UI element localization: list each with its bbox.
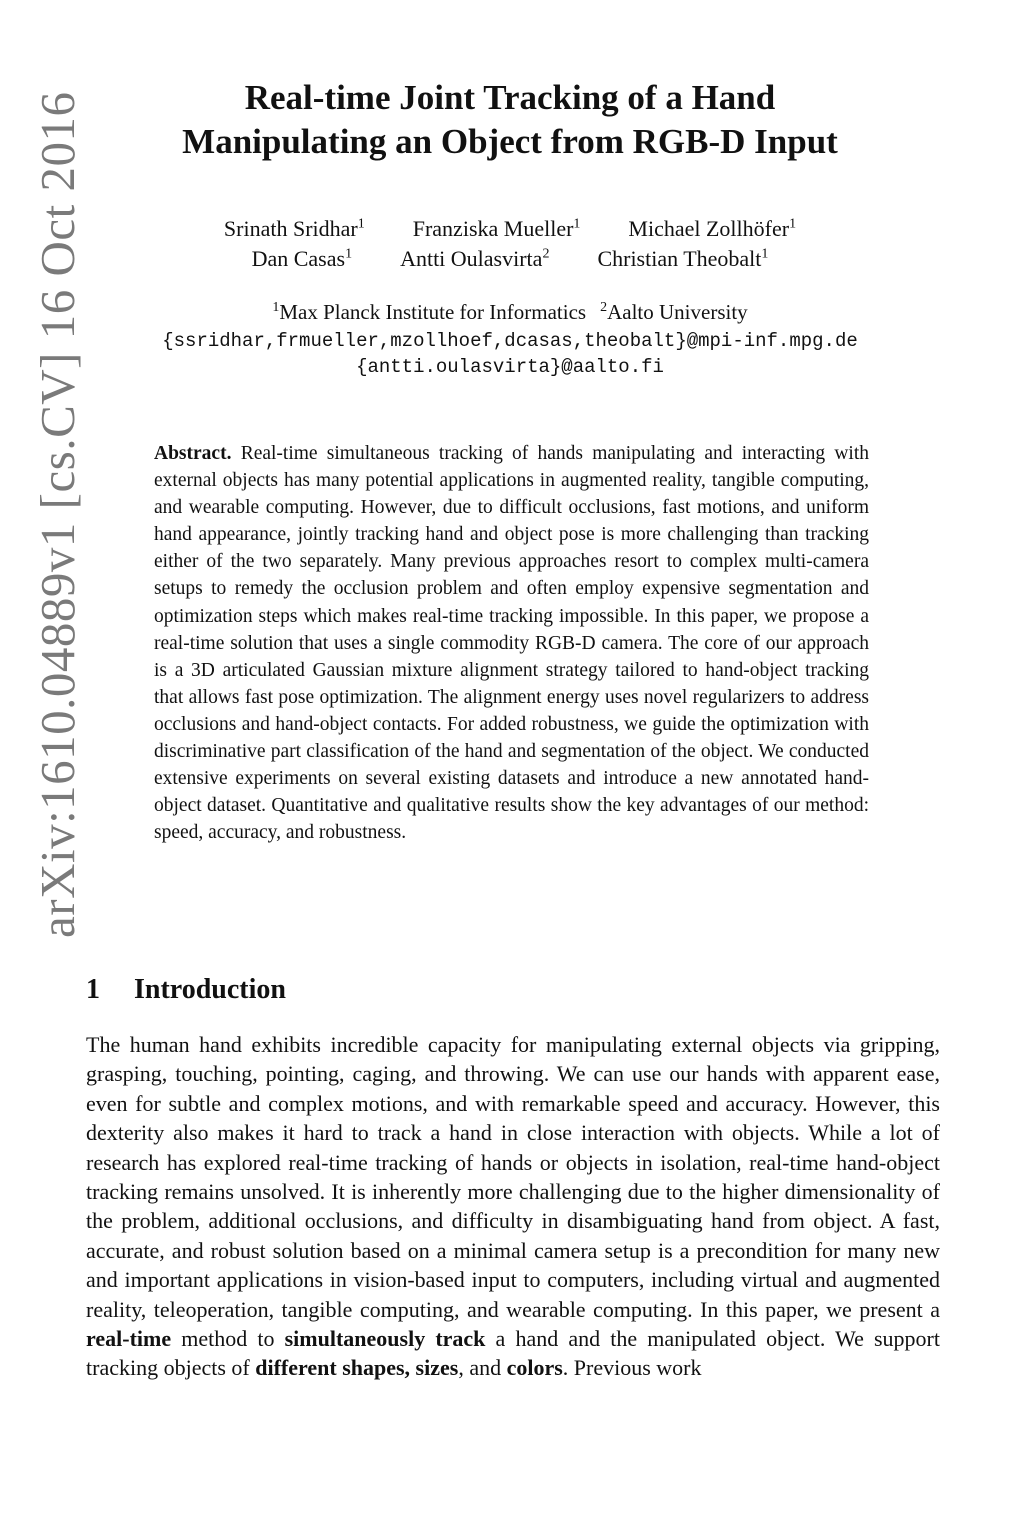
abstract-label: Abstract. bbox=[154, 443, 232, 464]
abstract bbox=[154, 440, 869, 846]
affiliations bbox=[110, 298, 910, 326]
emphasis: real-time bbox=[86, 1326, 172, 1352]
section-heading bbox=[86, 970, 686, 1010]
title-line-1: Real-time Joint Tracking of a Hand bbox=[244, 78, 776, 117]
abstract-text: Real-time simultaneous tracking of hands manipulating and interacting with external objects has many potential applications in augmented reality, tangible computing, and wearable computing. However, due to difficult occlusions, fast motions, and uniform hand appearance, jointly tracking hand and object pose is more challenging than tracking either of the two separately. Many previous approaches resort to complex multi-camera setups to remedy the occlusion problem and often employ expensive segmentation and optimization steps which makes real-time tracking impossible. In this paper, we propose a real-time solution that uses a single commodity RGB-D camera. The core of our approach is a 3D articulated Gaussian mixture alignment strategy tailored to hand-object tracking that allows fast pose optimization. The alignment energy uses novel regularizers to address occlusions and hand-object contacts. For added robustness, we guide the optimization with discriminative part classification of the hand and segmentation of the object. We conducted extensive experiments on several existing datasets and introduce a new annotated hand-object dataset. Quantitative and qualitative results show the key advantages of our method: speed, accuracy, and robustness. bbox=[154, 443, 870, 844]
title-line-2: Manipulating an Object from RGB-D Input bbox=[182, 122, 838, 161]
author-row-2 bbox=[110, 244, 910, 274]
author: Srinath Sridhar$^1$ bbox=[223, 216, 365, 241]
emphasis: simultaneously track bbox=[284, 1326, 486, 1352]
author-list bbox=[110, 214, 910, 274]
author: Christian Theobalt$^1$ bbox=[597, 246, 769, 271]
author: Dan Casas$^1$ bbox=[251, 246, 353, 271]
author: Michael Zollhöfer$^1$ bbox=[628, 216, 797, 241]
author-emails bbox=[110, 328, 910, 380]
email-line: {ssridhar,frmueller,mzollhoef,dcasas,theobalt}@mpi-inf.mpg.de bbox=[162, 330, 858, 352]
email-line: {antti.oulasvirta}@aalto.fi bbox=[356, 356, 664, 378]
emphasis: different shapes, sizes bbox=[255, 1355, 459, 1381]
author: Antti Oulasvirta$^2$ bbox=[400, 246, 550, 271]
author-row-1 bbox=[110, 214, 910, 244]
emphasis: colors bbox=[506, 1355, 563, 1381]
introduction-paragraph: The human hand exhibits incredible capacity for manipulating external objects via gripping, grasping, touching, pointing, caging, and throwing. We can use our hands with apparent ease, even for subtle and complex motions, and with remarkable speed and accuracy. However, this dexterity also makes it hard to track a hand in close interaction with objects. While a lot of research has explored real-time tracking of hands or objects in isolation, real-time hand-object tracking remains unsolved. It is inherently more challenging due to the higher dimensionality of the problem, additional occlusions, and difficulty in disambiguating hand from object. A fast, accurate, and robust solution based on a minimal camera setup is a precondition for many new and important applications in vision-based input to computers, including virtual and augmented reality, teleoperation, tangible computing, and wearable computing. In this paper, we present a real-time method to simultaneously track a hand and the manipulated object. We support tracking objects of different shapes, sizes, and colors. Previous work bbox=[86, 1032, 940, 1381]
affiliation: $^2$Aalto University bbox=[600, 300, 748, 324]
author: Franziska Mueller$^1$ bbox=[412, 216, 581, 241]
affiliation: $^1$Max Planck Institute for Informatics bbox=[272, 300, 587, 324]
arxiv-identifier: arXiv:1610.04889v1 [cs.CV] 16 Oct 2016 bbox=[30, 91, 85, 939]
section-number: 1 bbox=[86, 974, 100, 1005]
section-title: Introduction bbox=[134, 974, 286, 1005]
paper-title bbox=[110, 76, 910, 164]
